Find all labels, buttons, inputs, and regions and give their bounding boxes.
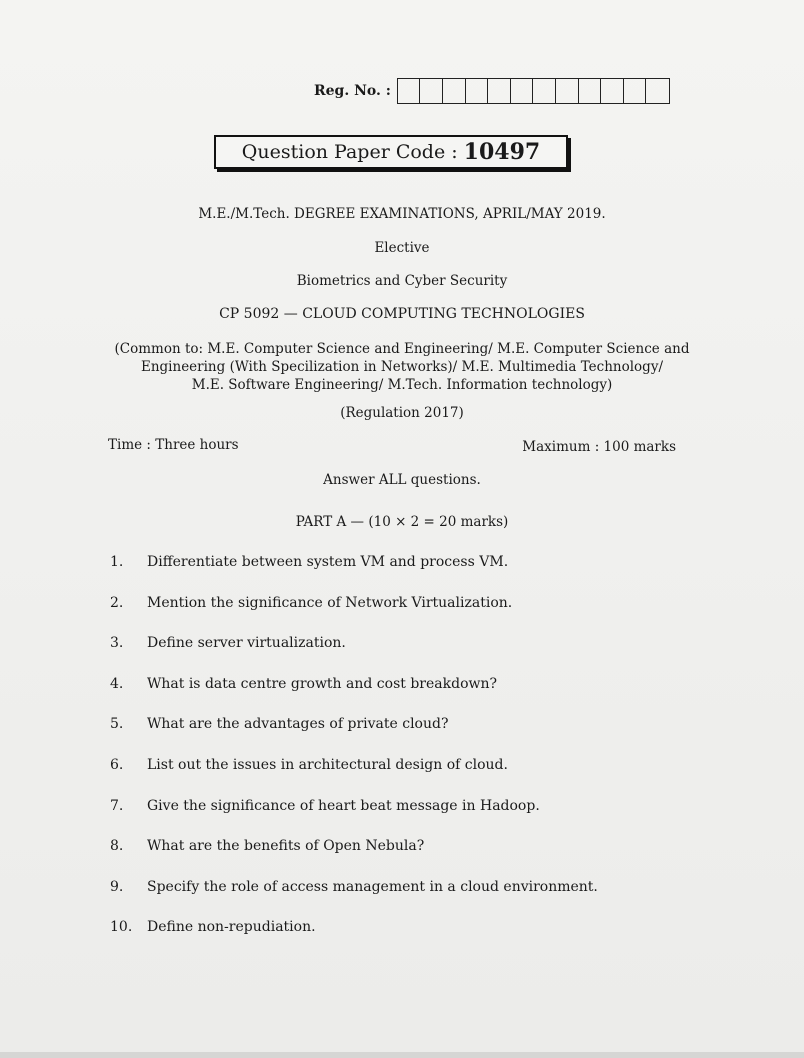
question-item <box>110 879 710 920</box>
question-text: What are the benefits of Open Nebula? <box>147 838 425 855</box>
question-item <box>110 838 710 879</box>
reg-no-box <box>601 79 624 103</box>
question-item <box>110 757 710 798</box>
reg-no-box <box>579 79 602 103</box>
reg-no-box <box>556 79 579 103</box>
exam-title: M.E./M.Tech. DEGREE EXAMINATIONS, APRIL/MAY 2019. <box>198 206 606 222</box>
question-item <box>110 798 710 839</box>
question-number: 4. <box>110 675 124 692</box>
question-list <box>110 554 710 960</box>
reg-no-label: Reg. No. : <box>314 83 391 99</box>
regulation: (Regulation 2017) <box>340 405 464 421</box>
common-to-line: M.E. Software Engineering/ M.Tech. Information technology) <box>191 377 613 393</box>
subject-area: Biometrics and Cyber Security <box>296 273 508 289</box>
question-number: 2. <box>110 594 124 611</box>
question-item <box>110 716 710 757</box>
question-text: What are the advantages of private cloud? <box>147 716 449 733</box>
question-text: Define server virtualization. <box>147 635 346 652</box>
part-a-heading: PART A — (10 × 2 = 20 marks) <box>295 514 509 530</box>
reg-no-box <box>511 79 534 103</box>
time-allowed: Time : Three hours <box>108 437 239 453</box>
question-text: Give the significance of heart beat message in Hadoop. <box>147 797 540 814</box>
question-number: 10. <box>110 919 133 936</box>
common-to-line: Engineering (With Specilization in Networks)/ M.E. Multimedia Technology/ <box>140 359 663 375</box>
question-item <box>110 919 710 960</box>
common-to-line: (Common to: M.E. Computer Science and Engineering/ M.E. Computer Science and <box>114 341 690 357</box>
question-number: 9. <box>110 878 124 895</box>
question-paper-code: 10497 <box>463 139 541 165</box>
question-number: 1. <box>110 554 124 570</box>
reg-no-box <box>398 79 421 103</box>
question-number: 3. <box>110 635 124 652</box>
question-text: Define non-repudiation. <box>147 919 316 936</box>
question-number: 7. <box>110 797 124 814</box>
reg-no-box <box>420 79 443 103</box>
reg-no-box <box>488 79 511 103</box>
instruction: Answer ALL questions. <box>323 472 481 488</box>
maximum-marks: Maximum : 100 marks <box>522 439 676 455</box>
question-item <box>110 554 710 595</box>
common-to <box>0 340 804 394</box>
reg-no-box <box>443 79 466 103</box>
reg-no-box <box>533 79 556 103</box>
reg-no-box <box>466 79 489 103</box>
elective-label: Elective <box>374 240 430 256</box>
reg-no-box <box>646 79 669 103</box>
question-text: Specify the role of access management in a cloud environment. <box>147 878 598 895</box>
question-text: What is data centre growth and cost breakdown? <box>147 675 497 692</box>
reg-no <box>314 78 670 104</box>
question-number: 5. <box>110 716 124 733</box>
question-paper-code-label: Question Paper Code : <box>241 141 458 163</box>
question-number: 6. <box>110 756 124 773</box>
question-number: 8. <box>110 838 124 855</box>
question-paper-code-box <box>214 135 568 169</box>
question-item <box>110 635 710 676</box>
reg-no-box <box>624 79 647 103</box>
course-title: CP 5092 — CLOUD COMPUTING TECHNOLOGIES <box>219 306 585 322</box>
question-item <box>110 595 710 636</box>
question-text: List out the issues in architectural design of cloud. <box>147 756 508 773</box>
reg-no-boxes <box>397 78 670 104</box>
scan-edge <box>0 1052 804 1058</box>
question-text: Mention the significance of Network Virtualization. <box>147 594 513 611</box>
question-text: Differentiate between system VM and process VM. <box>147 554 509 570</box>
question-item <box>110 676 710 717</box>
